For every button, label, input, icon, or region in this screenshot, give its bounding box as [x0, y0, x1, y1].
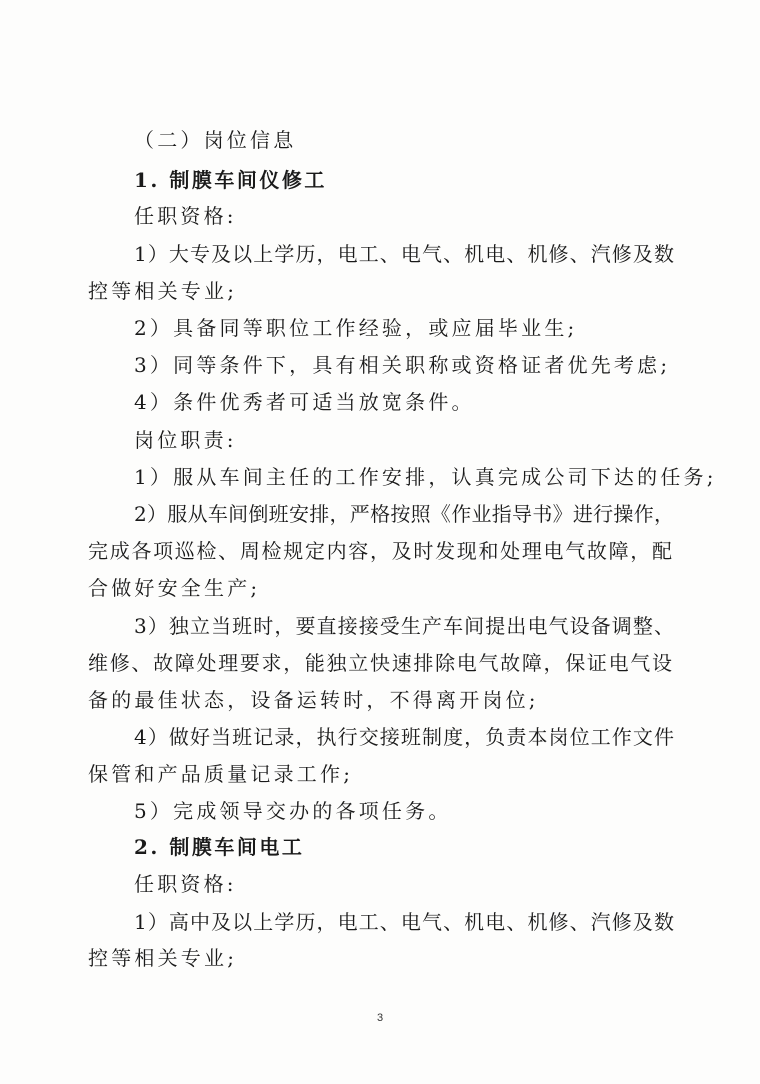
- page-number: 3: [376, 1012, 384, 1024]
- qualification-item: 1）大专及以上学历，电工、电气、机电、机修、汽修及数: [134, 242, 674, 266]
- qualifications-label: 任职资格:: [134, 204, 237, 228]
- duty-item: 5）完成领导交办的各项任务。: [134, 799, 452, 823]
- duty-item-cont: 保管和产品质量记录工作;: [88, 762, 354, 786]
- duties-label: 岗位职责:: [134, 428, 237, 452]
- position-title-1: 1. 制膜车间仪修工: [134, 168, 327, 192]
- section-heading: （二）岗位信息: [134, 128, 297, 152]
- qualification-item-cont: 控等相关专业;: [88, 279, 238, 303]
- qualification-item: 1）高中及以上学历，电工、电气、机电、机修、汽修及数: [134, 910, 674, 934]
- qualification-item: 4）条件优秀者可适当放宽条件。: [134, 390, 475, 414]
- duty-item-cont: 备的最佳状态，设备运转时，不得离开岗位;: [88, 688, 539, 712]
- duty-item: 3）独立当班时，要直接接受生产车间提出电气设备调整、: [134, 614, 674, 638]
- duty-item: 2）服从车间倒班安排，严格按照《作业指导书》进行操作，: [134, 502, 674, 526]
- position-title-2: 2. 制膜车间电工: [134, 835, 305, 859]
- qualification-item: 2）具备同等职位工作经验，或应届毕业生;: [134, 316, 578, 340]
- qualification-item: 3）同等条件下，具有相关职称或资格证者优先考虑;: [134, 353, 671, 377]
- duty-item: 1）服从车间主任的工作安排，认真完成公司下达的任务;: [134, 465, 717, 489]
- qualifications-label: 任职资格:: [134, 872, 237, 896]
- duty-item-cont: 合做好安全生产;: [88, 576, 261, 600]
- qualification-item-cont: 控等相关专业;: [88, 946, 238, 970]
- duty-item-cont: 维修、故障处理要求，能独立快速排除电气故障，保证电气设: [88, 651, 672, 675]
- duty-item-cont: 完成各项巡检、周检规定内容，及时发现和处理电气故障，配: [88, 539, 672, 563]
- duty-item: 4）做好当班记录，执行交接班制度，负责本岗位工作文件: [134, 725, 674, 749]
